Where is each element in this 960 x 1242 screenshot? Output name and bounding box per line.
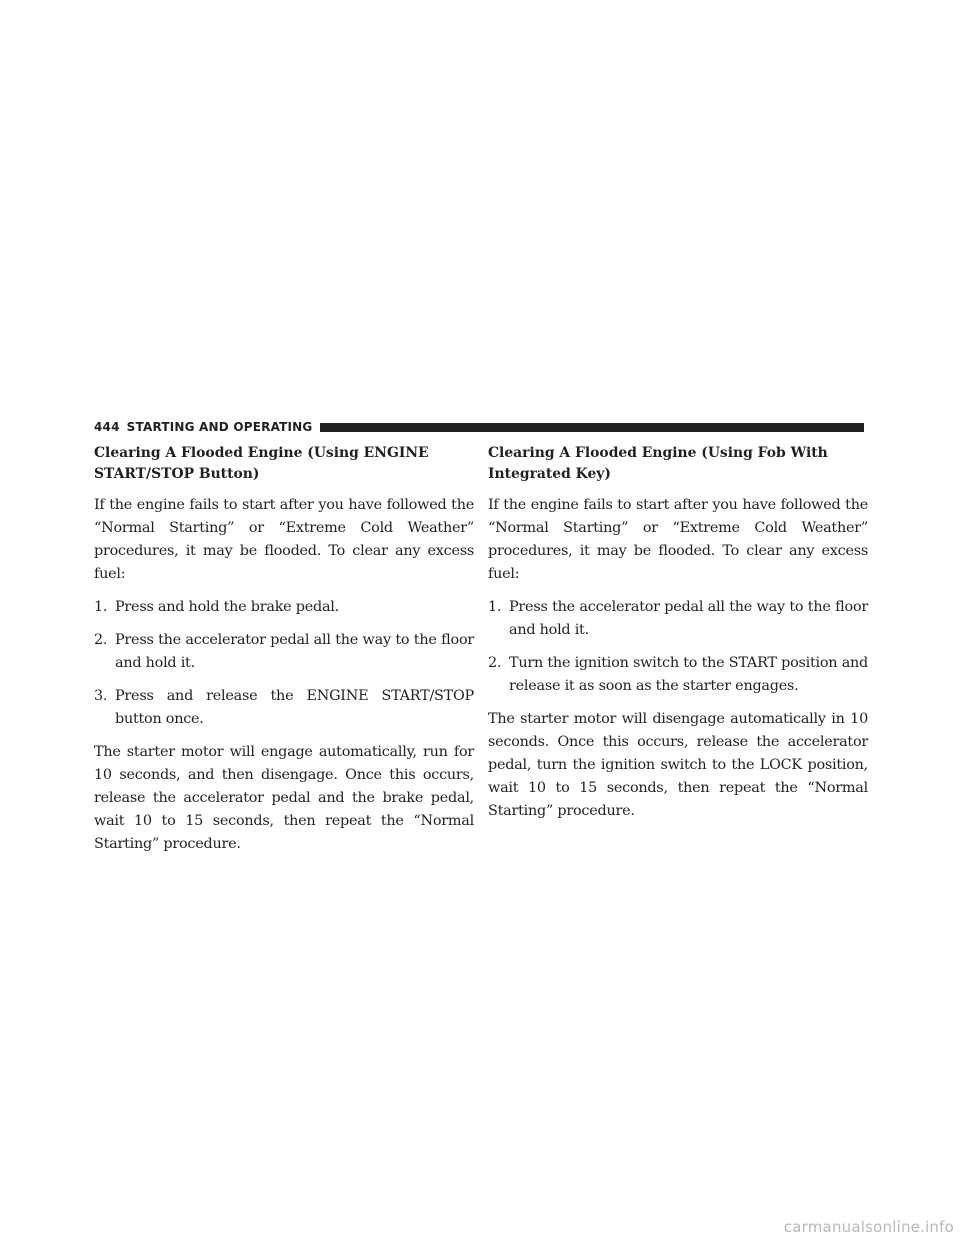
list-item: [94, 629, 474, 675]
left-heading: Clearing A Flooded Engine (Using ENGINE START/STOP Button): [94, 445, 429, 482]
right-heading: Clearing A Flooded Engine (Using Fob With Integrated Key): [488, 445, 828, 482]
left-steps: [94, 596, 474, 731]
step-text: Turn the ignition switch to the START position and release it as soon as the starter engages.: [509, 655, 868, 694]
list-item: [488, 596, 868, 642]
header-rule: [320, 423, 864, 432]
right-steps: [488, 596, 868, 698]
step-text: Press and hold the brake pedal.: [115, 599, 339, 615]
step-text: Press the accelerator pedal all the way to the floor and hold it.: [509, 599, 868, 638]
page-header: [94, 419, 864, 435]
step-text: Press and release the ENGINE START/STOP button once.: [115, 688, 474, 727]
list-item: [488, 652, 868, 698]
right-outro: The starter motor will disengage automatically in 10 seconds. Once this occurs, release the accelerator pedal, turn the ignition switch to the LOCK position, wait 10 to 15 seconds, then repeat the “Normal Starting” procedure.: [488, 711, 868, 819]
step-number: 2.: [94, 632, 108, 648]
step-number: 3.: [94, 688, 108, 704]
step-number: 2.: [488, 655, 502, 671]
left-column: [94, 443, 474, 866]
section-title: STARTING AND OPERATING: [126, 420, 313, 434]
watermark: carmanualsonline.info: [783, 1218, 954, 1236]
list-item: [94, 685, 474, 731]
step-number: 1.: [94, 599, 108, 615]
left-intro: If the engine fails to start after you have followed the “Normal Starting” or “Extreme Cold Weather” procedures, it may be flooded. To clear any excess fuel:: [94, 497, 474, 582]
step-text: Press the accelerator pedal all the way to the floor and hold it.: [115, 632, 474, 671]
right-column: [488, 443, 868, 833]
page-number: 444: [94, 420, 120, 434]
step-number: 1.: [488, 599, 502, 615]
right-intro: If the engine fails to start after you have followed the “Normal Starting” or “Extreme Cold Weather” procedures, it may be flooded. To clear any excess fuel:: [488, 497, 868, 582]
list-item: [94, 596, 474, 619]
left-outro: The starter motor will engage automatically, run for 10 seconds, and then disengage. Once this occurs, release the accelerator pedal and the brake pedal, wait 10 to 15 seconds, then repeat the “Normal Starting” procedure.: [94, 744, 474, 852]
